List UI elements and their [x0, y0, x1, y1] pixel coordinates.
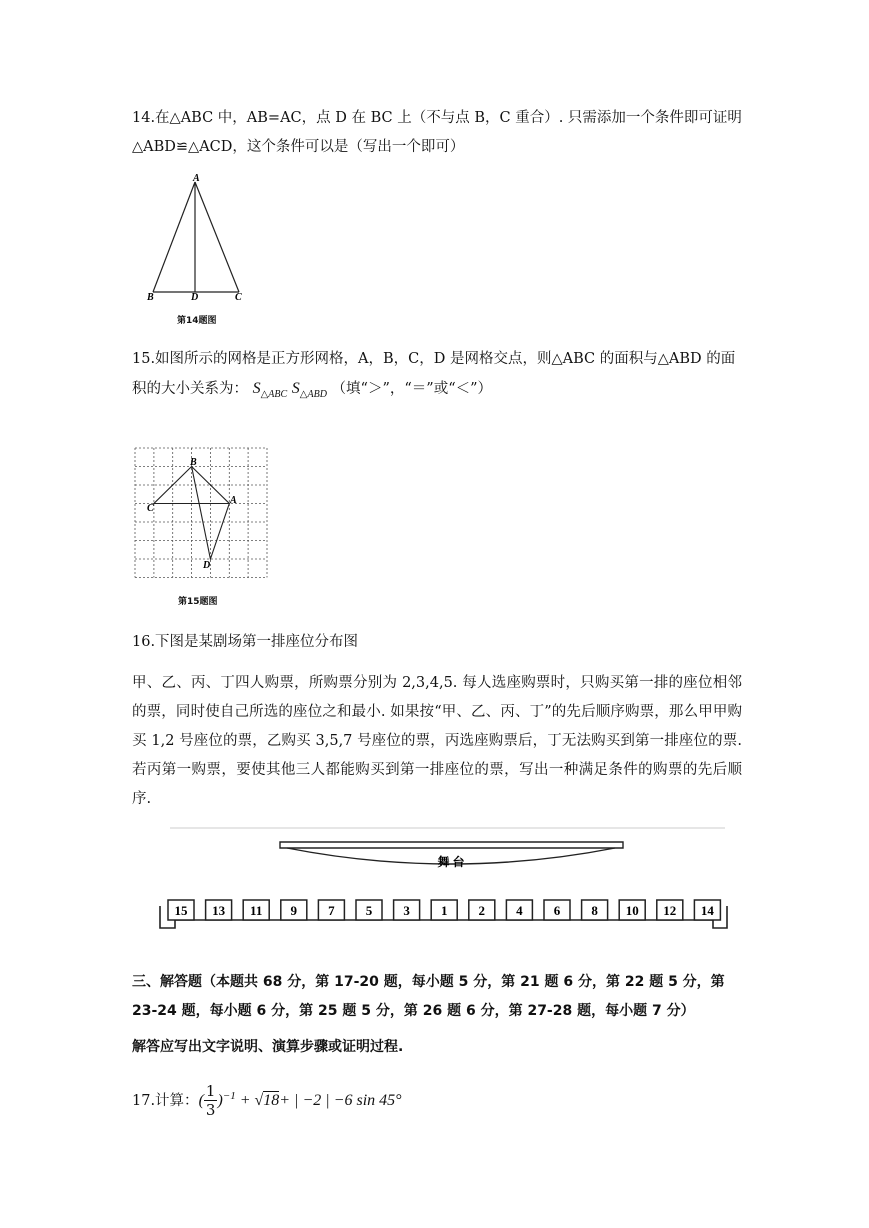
q15-s-abc: $S_{\triangle ABC}$ — [252, 380, 288, 401]
q17-rest: + | −2 | −6 sin 45° — [279, 1091, 402, 1109]
q15-line2-suffix: （填“＞”，“＝”或“＜”） — [331, 381, 493, 397]
q15-text — [132, 345, 742, 409]
seat-number-15: 15 — [174, 903, 188, 918]
seat-number-5: 5 — [365, 903, 373, 918]
q15-line1: 15.如图所示的网格是正方形网格，A，B，C，D 是网格交点，则△ABC 的面积与△ABD 的面 — [132, 351, 736, 367]
q14-label-d: D — [191, 292, 199, 303]
seat-number-6: 6 — [553, 903, 561, 918]
seat-number-10: 10 — [625, 903, 639, 918]
q16-body: 甲、乙、丙、丁四人购票，所购票分别为 2,3,4,5. 每人选座购票时，只购买第一排的座位相邻的票，同时使自己所选的座位之和最小. 如果按“甲、乙、丙、丁”的先后顺序购票，那么甲甲购买 1,2 号座位的票，乙购买 3,5,7 号座位的票，丙选座购票后，丁无法购买到第一排座位的票. 若丙第一购票，要使其他三人都能购买到第一排座位的票，写出一种满足条件的购票的先后顺序. — [132, 675, 742, 807]
q14-label-b: B — [147, 292, 154, 303]
section3-heading: 三、解答题（本题共 68 分，第 17-20 题，每小题 5 分，第 21 题 6 分，第 22 题 5 分，第 23-24 题，每小题 6 分，第 25 题 5 分，第 26 题 6 分，第 27-28 题，每小题 7 分） — [132, 974, 725, 1019]
seat-number-9: 9 — [290, 903, 298, 918]
q15-caption: 第15题图 — [178, 597, 218, 607]
q17-plus: + — [235, 1091, 255, 1109]
seat-number-12: 12 — [663, 903, 677, 918]
seat-number-14: 14 — [700, 903, 714, 918]
q15-label-c: C — [147, 503, 154, 514]
seat-number-2: 2 — [478, 903, 486, 918]
q17-exponent: −1 — [222, 1090, 236, 1102]
q14-label-c: C — [235, 292, 242, 303]
seat-number-1: 1 — [440, 903, 448, 918]
q17-text: 17.计算：( $\frac{1}{3}$ )$^{-1}$ + √18+ | −2 | −6 sin 45° — [132, 1082, 402, 1120]
q17-fraction: $\frac{1}{3}$ — [205, 1082, 216, 1120]
q14-text — [132, 104, 742, 162]
q15-line2-prefix: 积的大小关系为： — [132, 381, 248, 397]
q15-label-a: A — [230, 495, 237, 506]
q17-prefix: 17.计算： — [132, 1092, 199, 1109]
q16-stage-figure — [155, 820, 735, 950]
seat-number-3: 3 — [403, 903, 410, 918]
stage-label: 舞 台 — [437, 855, 465, 869]
q14-caption: 第14题图 — [177, 316, 217, 326]
q14-triangle-figure — [140, 172, 260, 312]
seat-number-8: 8 — [591, 903, 598, 918]
q14-label-a: A — [193, 173, 200, 184]
section3-instruction: 解答应写出文字说明、演算步骤或证明过程. — [132, 1039, 404, 1055]
q15-label-b: B — [190, 457, 197, 468]
q14-line1: 14.在△ABC 中，AB=AC，点 D 在 BC 上（不与点 B，C 重合）. 只需添加一个条件即可证明 — [132, 110, 742, 126]
seat-row — [168, 900, 720, 920]
q15-label-d: D — [203, 560, 211, 571]
q15-s-abd: $S_{\triangle ABD}$ — [291, 380, 327, 401]
q15-grid-figure — [130, 443, 275, 593]
seat-number-13: 13 — [212, 903, 226, 918]
seat-number-7: 7 — [328, 903, 335, 918]
q17-sqrt: √18 — [254, 1091, 280, 1109]
seat-number-11: 11 — [250, 903, 263, 918]
q14-line2: △ABD≌△ACD，这个条件可以是（写出一个即可） — [132, 139, 465, 155]
seat-number-4: 4 — [516, 903, 523, 918]
q16-title: 16.下图是某剧场第一排座位分布图 — [132, 634, 359, 650]
